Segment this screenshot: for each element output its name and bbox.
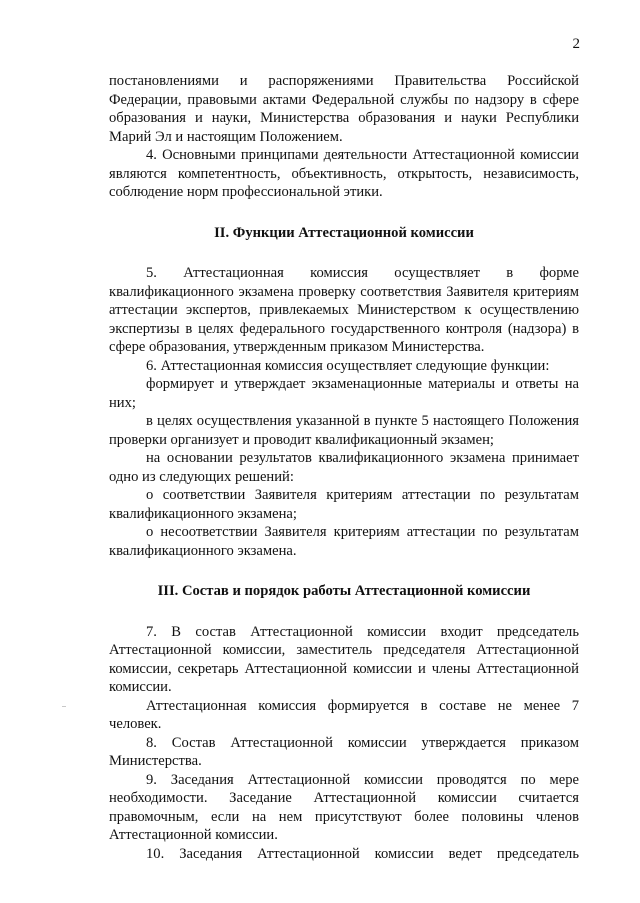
paragraph-5: 5. Аттестационная комиссия осуществляет в форме квалификационного экзамена проверку соответствия Заявителя критериям аттестации экспертов, привлекаемых Министерством к осуществлению экспертизы в целях федерального государственного контроля (надзора) в сфере образования, утвержденным приказом Министерства. <box>109 265 579 355</box>
decision-option-1: о соответствии Заявителя критериям аттестации по результатам квалификационного экзамена; <box>109 487 579 522</box>
page-number: 2 <box>572 36 580 52</box>
function-item-1: формирует и утверждает экзаменационные материалы и ответы на них; <box>109 376 579 411</box>
paragraph-8: 8. Состав Аттестационной комиссии утверждается приказом Министерства. <box>109 734 579 769</box>
paragraph-10: 10. Заседания Аттестационной комиссии ведет председатель <box>146 845 579 862</box>
function-item-3: на основании результатов квалификационного экзамена принимает одно из следующих решений: <box>109 450 579 485</box>
paragraph-7: 7. В состав Аттестационной комиссии входит председатель Аттестационной комиссии, заместитель председателя Аттестационной комиссии, секретарь Аттестационной комиссии и члены Аттестационной комиссии. <box>109 623 579 695</box>
paragraph-7-size: Аттестационная комиссия формируется в составе не менее 7 человек. <box>109 697 579 732</box>
paragraph-4: 4. Основными принципами деятельности Аттестационной комиссии являются компетентность, объективность, открытость, независимость, соблюдение норм профессиональной этики. <box>109 147 579 200</box>
function-item-2: в целях осуществления указанной в пункте 5 настоящего Положения проверки организует и проводит квалификационный экзамен; <box>109 413 579 448</box>
section-3-heading: III. Состав и порядок работы Аттестационной комиссии <box>157 583 531 599</box>
paragraph-9: 9. Заседания Аттестационной комиссии проводятся по мере необходимости. Заседание Аттестационной комиссии считается правомочным, если на нем присутствуют более половины членов Аттестационной комиссии. <box>109 771 579 843</box>
paragraph-6: 6. Аттестационная комиссия осуществляет следующие функции: <box>146 357 550 374</box>
margin-mark <box>62 706 66 707</box>
section-2-heading: II. Функции Аттестационной комиссии <box>214 224 474 241</box>
paragraph-continuation: постановлениями и распоряжениями Правительства Российской Федерации, правовыми актами Федеральной службы по надзору в сфере образования и науки, Министерства образования и науки Республики Марий Эл и настоящим Положением. <box>109 73 579 145</box>
decision-option-2: о несоответствии Заявителя критериям аттестации по результатам квалификационного экзамена. <box>109 524 579 559</box>
document-body <box>109 72 579 863</box>
